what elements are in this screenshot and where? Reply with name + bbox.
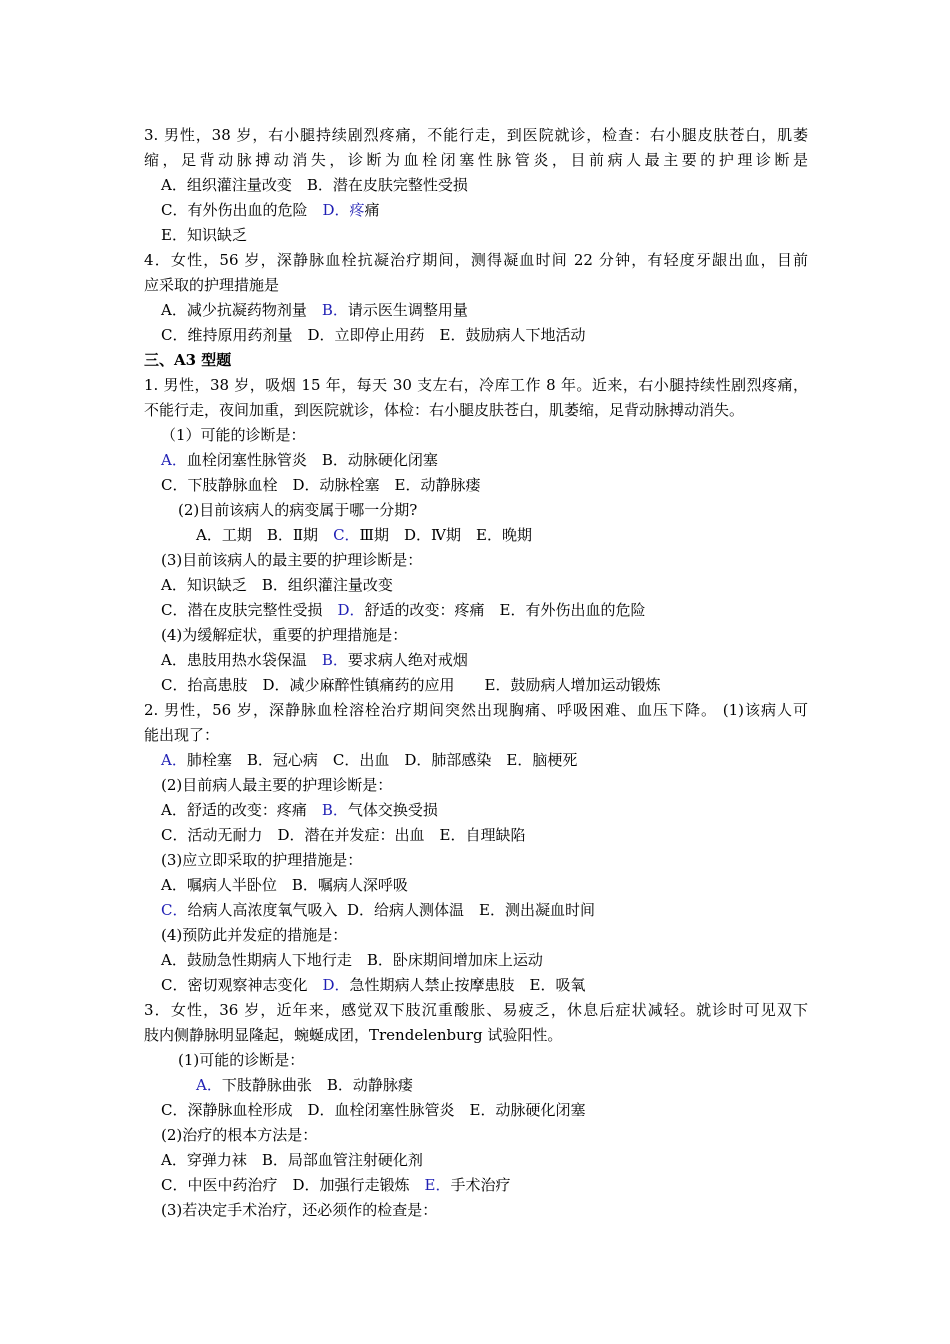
case-1-q3-options-cde [161,600,645,620]
option-text: C．密切观察神志变化 [161,976,323,994]
option-text: 痛 [364,201,380,219]
answer-option-marker: A． [196,1076,222,1094]
question-3-stem-line-1: 3. 男性，38 岁，右小腿持续剧烈疼痛，不能行走，到医院就诊，检查：右小腿皮肤苍白，肌萎 [144,126,808,144]
case-3-stem-line-1: 3．女性，36 岁，近年来，感觉双下肢沉重酸胀、易疲乏，休息后症状减轻。就诊时可见双下 [144,1001,808,1019]
option-text: Ⅲ期 D．Ⅳ期 E．晚期 [359,526,532,544]
case-2-q3-options-ab: A．嘱病人半卧位 B．嘱病人深呼吸 [161,876,408,894]
case-2-q2-options-ab [161,800,438,820]
option-text: A．患肢用热水袋保温 [161,651,322,669]
question-3-stem-line-2: 缩，足背动脉搏动消失，诊断为血栓闭塞性脉管炎，目前病人最主要的护理诊断是 [144,151,808,169]
question-4-stem-line-2: 应采取的护理措施是 [144,276,280,294]
option-text: 急性期病人禁止按摩患肢 E．吸氧 [349,976,586,994]
case-2-q1-options [161,750,577,770]
case-2-q3-options-cde [161,900,595,920]
answer-option-marker: C． [333,526,360,544]
case-2-q4-options-ab: A．鼓励急性期病人下地行走 B．卧床期间增加床上运动 [161,951,543,969]
case-1-q4-options-ab [161,650,468,670]
question-3-options-ab: A．组织灌注量改变 B．潜在皮肤完整性受损 [161,176,468,194]
question-3-option-e: E．知识缺乏 [161,226,247,244]
question-4-options-ab [161,300,468,320]
case-1-q1-options-ab [161,450,438,470]
case-2-q2: (2)目前病人最主要的护理诊断是： [161,776,393,794]
option-text: C．潜在皮肤完整性受损 [161,601,338,619]
case-3-q2-options-ab: A．穿弹力袜 B．局部血管注射硬化剂 [161,1151,423,1169]
option-text: 请示医生调整用量 [347,301,468,319]
case-2-q4-options-cde [161,975,585,995]
answer-option-marker: E． [424,1176,451,1194]
answer-option-marker: B． [321,801,348,819]
option-text: 下肢静脉曲张 B．动静脉瘘 [221,1076,413,1094]
option-text: 要求病人绝对戒烟 [347,651,468,669]
option-text: A．舒适的改变：疼痛 [161,801,322,819]
option-text: 手术治疗 [450,1176,511,1194]
question-3-options-cd [161,200,380,220]
case-3-q1-options-cde: C．深静脉血栓形成 D．血栓闭塞性脉管炎 E．动脉硬化闭塞 [161,1101,586,1119]
case-1-q1: （1）可能的诊断是： [161,426,306,444]
case-1-q1-options-cde: C．下肢静脉血栓 D．动脉栓塞 E．动静脉瘘 [161,476,481,494]
answer-option-marker: B． [321,651,348,669]
option-text: 肺栓塞 B．冠心病 C．出血 D．肺部感染 E．脑梗死 [186,751,578,769]
answer-option-marker: D．疼 [322,201,365,219]
case-1-q4-options-cde: C．抬高患肢 D．减少麻醉性镇痛药的应用 E．鼓励病人增加运动锻炼 [161,676,661,694]
case-2-q3: (3)应立即采取的护理措施是： [161,851,363,869]
answer-option-marker: C． [161,901,188,919]
option-text: C．有外伤出血的危险 [161,201,323,219]
case-1-stem-line-1: 1. 男性，38 岁，吸烟 15 年，每天 30 支左右，冷库工作 8 年。近来，右小腿持续性剧烈疼痛， [144,376,808,394]
option-text: 血栓闭塞性脉管炎 B．动脉硬化闭塞 [186,451,438,469]
case-2-stem-line-2: 能出现了： [144,726,220,744]
case-2-stem-line-1: 2. 男性，56 岁，深静脉血栓溶栓治疗期间突然出现胸痛、呼吸困难、血压下降。 (1)该病人可 [144,701,808,719]
case-3-q3: (3)若决定手术治疗，还必须作的检查是： [161,1201,438,1219]
case-1-q4: (4)为缓解症状，重要的护理措施是： [161,626,408,644]
option-text: C．中医中药治疗 D．加强行走锻炼 [161,1176,425,1194]
case-1-q3-options-ab: A．知识缺乏 B．组织灌注量改变 [161,576,393,594]
answer-option-marker: B． [321,301,348,319]
case-3-stem-line-2: 肢内侧静脉明显隆起，蜿蜒成团，Trendelenburg 试验阳性。 [144,1026,563,1044]
case-3-q1: (1)可能的诊断是： [178,1051,305,1069]
answer-option-marker: A． [161,451,187,469]
case-1-q2-options [196,525,532,545]
option-text: 给病人高浓度氧气吸入 D．给病人测体温 E．测出凝血时间 [187,901,595,919]
answer-option-marker: D． [322,976,350,994]
answer-option-marker: A． [161,751,187,769]
option-text: A．减少抗凝药物剂量 [161,301,322,319]
case-2-q4: (4)预防此并发症的措施是： [161,926,348,944]
case-1-stem-line-2: 不能行走，夜间加重，到医院就诊，体检：右小腿皮肤苍白，肌萎缩，足背动脉搏动消失。 [144,401,745,419]
case-3-q2-options-cde [161,1175,510,1195]
case-2-q2-options-cde: C．活动无耐力 D．潜在并发症：出血 E．自理缺陷 [161,826,526,844]
option-text: 舒适的改变：疼痛 E．有外伤出血的危险 [364,601,646,619]
answer-option-marker: D． [337,601,365,619]
case-1-q2: (2)目前该病人的病变属于哪一分期? [178,501,418,519]
question-4-options-cde: C．维持原用药剂量 D．立即停止用药 E．鼓励病人下地活动 [161,326,586,344]
section-heading-a3: 三、A3 型题 [144,351,232,369]
case-3-q2: (2)治疗的根本方法是： [161,1126,318,1144]
option-text: A．工期 B．Ⅱ期 [196,526,334,544]
option-text: 气体交换受损 [347,801,438,819]
case-3-q1-options-ab [196,1075,413,1095]
question-4-stem-line-1: 4．女性，56 岁，深静脉血栓抗凝治疗期间，测得凝血时间 22 分钟，有轻度牙龈出血，目前 [144,251,808,269]
case-1-q3: (3)目前该病人的最主要的护理诊断是： [161,551,423,569]
